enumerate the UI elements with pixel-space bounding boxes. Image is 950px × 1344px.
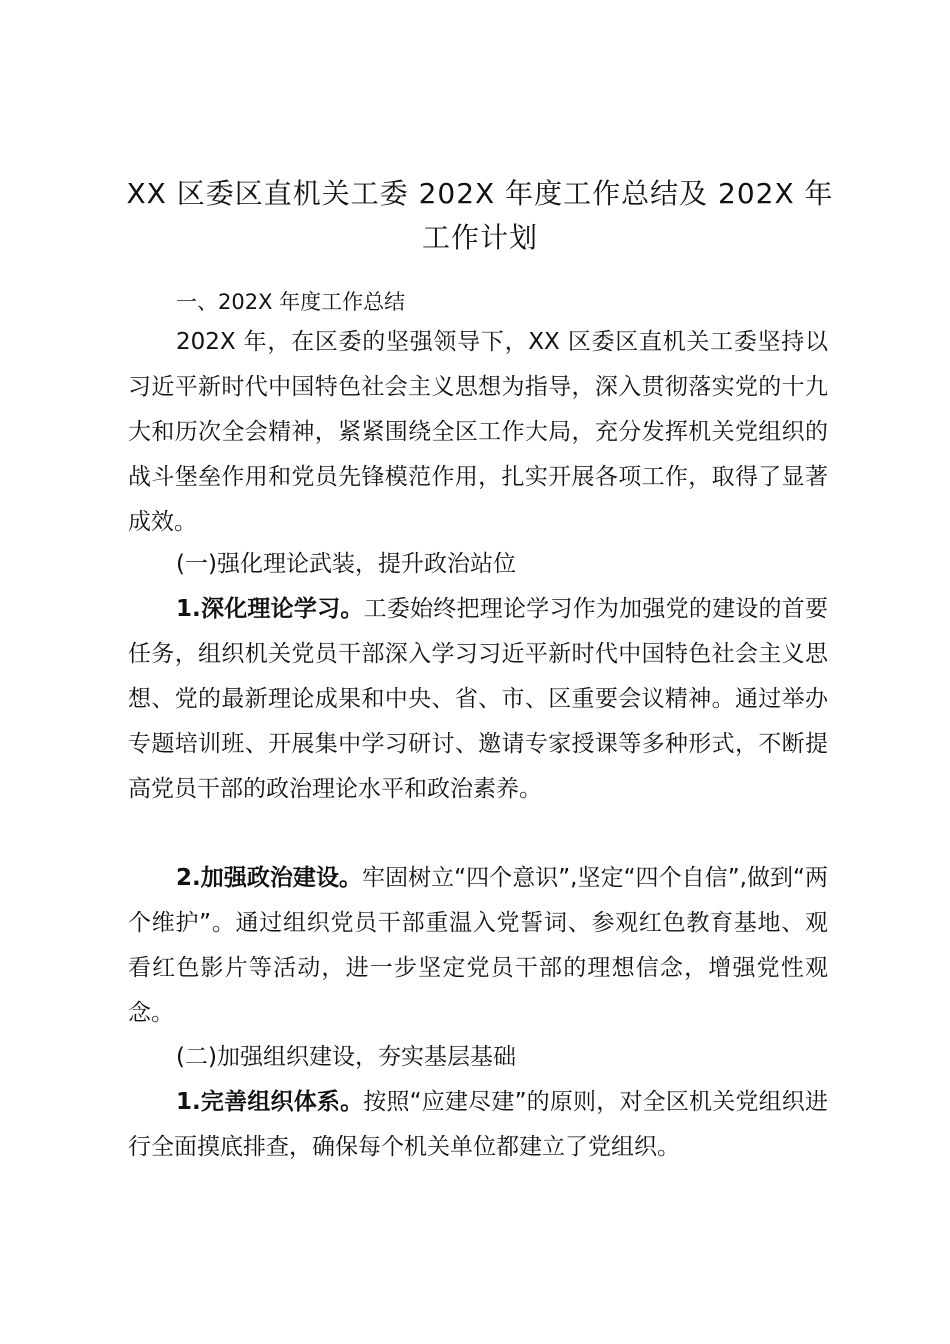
paragraph-item: [128, 856, 828, 1036]
item-text: 牢固树立“四个意识”,坚定“四个自信”,做到“两个维护”。通过组织党员干部重温入党誓词、参观红色教育基地、观看红色影片等活动，进一步坚定党员干部的理想信念，增强党性观念。: [128, 865, 828, 1026]
section-heading: 一、202X 年度工作总结: [176, 290, 406, 314]
item-lead: 1.完善组织体系。: [176, 1089, 364, 1115]
paragraph-item: [128, 587, 828, 812]
item-text: 按照“应建尽建”的原则，对全区机关党组织进行全面摸底排查，确保每个机关单位都建立了党组织。: [128, 1089, 828, 1160]
item-lead: 1.深化理论学习。: [176, 596, 364, 622]
subsection-heading: (一)强化理论武装，提升政治站位: [176, 551, 516, 577]
item-text: 工委始终把理论学习作为加强党的建设的首要任务，组织机关党员干部深入学习习近平新时代中国特色社会主义思想、党的最新理论成果和中央、省、市、区重要会议精神。通过举办专题培训班、开展集中学习研讨、邀请专家授课等多种形式，不断提高党员干部的政治理论水平和政治素养。: [128, 596, 828, 802]
document-title: XX 区委区直机关工委 202X 年度工作总结及 202X 年工作计划: [126, 177, 834, 254]
paragraph-item: [128, 1080, 828, 1170]
intro-paragraph: 202X 年，在区委的坚强领导下，XX 区委区直机关工委坚持以习近平新时代中国特色社会主义思想为指导，深入贯彻落实党的十九大和历次全会精神，紧紧围绕全区工作大局，充分发挥机关党组织的战斗堡垒作用和党员先锋模范作用，扎实开展各项工作，取得了显著成效。: [128, 329, 828, 535]
item-lead: 2.加强政治建设。: [176, 865, 363, 891]
subsection-heading: (二)加强组织建设，夯实基层基础: [176, 1044, 516, 1070]
